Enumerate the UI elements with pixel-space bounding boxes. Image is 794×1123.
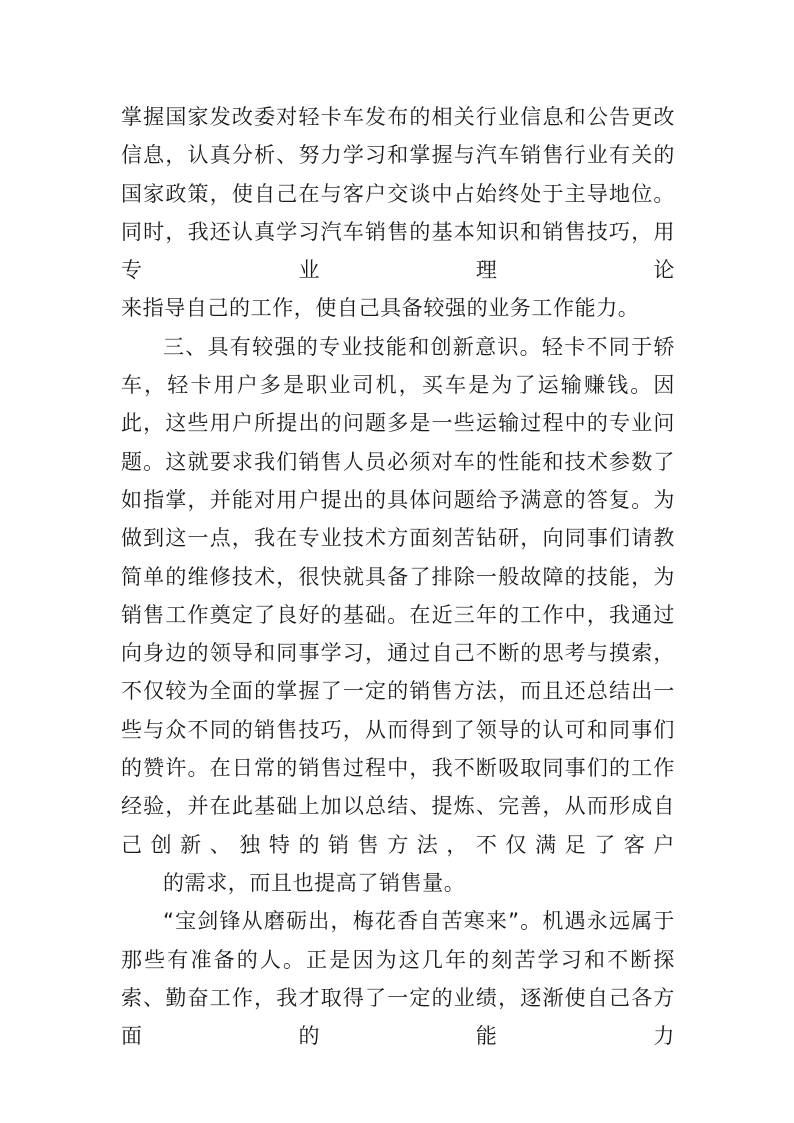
text-line: 掌握国家发改委对轻卡车发布的相关行业信息和公告更改 <box>121 105 675 129</box>
text-line: 不断吸取同事们的工作经验，并在此基础上加以总结、提炼、 <box>121 756 675 819</box>
text-line: 家政策，使自己在与客户交谈中占始终处于主导地位。同时， <box>121 181 675 244</box>
text-line: 基础。在近三年的工作中，我通过向身边的领导和同事学习， <box>121 602 676 666</box>
paragraph-3 <box>121 902 675 1055</box>
text-line: 专业技术方面刻苦钻研，向同事们请教简单的维修技术，很 <box>121 526 675 589</box>
text-line: 户所提出的问题多是一些运输过程中的专业问题。这就要求 <box>121 411 676 474</box>
text-line: 用户提出的具体问题给予满意的答复。为做到这一点，我在 <box>121 487 675 551</box>
text-line: 我们销售人员必须对车的性能和技术参数了如指掌，并能对 <box>121 449 675 512</box>
text-line: 些有准备的人。正是因为这几年的刻苦学习和不断探索、勤 <box>121 947 675 1010</box>
text-line: 三、具有较强的专业技能和创新意识。轻卡不同于轿车， <box>121 334 675 398</box>
text-line: 到了领导的认可和同事们的赞许。在日常的销售过程中，我 <box>121 717 675 781</box>
document-body <box>121 98 675 1055</box>
text-line: 轻卡用户多是职业司机，买车是为了运输赚钱。因此，这些用 <box>121 373 675 436</box>
text-line: 销售方法，而且还总结出一些与众不同的销售技巧，从而得 <box>121 679 675 742</box>
text-line: 快就具备了排除一般故障的技能，为销售工作奠定了良好的 <box>121 564 675 627</box>
paragraph-1 <box>121 98 675 328</box>
paragraph-2 <box>121 328 675 902</box>
text-line-last: 来指导自己的工作，使自己具备较强的业务工作能力。 <box>121 296 640 321</box>
text-line: 我还认真学习汽车销售的基本知识和销售技巧，用专业理论 <box>121 219 675 283</box>
text-line: 奋工作，我才取得了一定的业绩，逐渐使自己各方面的能力 <box>121 985 675 1049</box>
text-line: 通过自己不断的思考与摸索，不仅较为全面的掌握了一定的 <box>121 641 675 704</box>
text-line-last: 的需求，而且也提高了销售量。 <box>163 870 466 895</box>
text-line: 信息，认真分析、努力学习和掌握与汽车销售行业有关的国 <box>121 143 675 206</box>
text-line: 完善，从而形成自己创新、独特的销售方法，不仅满足了客户 <box>121 794 675 857</box>
text-line: “宝剑锋从磨砺出，梅花香自苦寒来”。机遇永远属于那 <box>121 909 675 972</box>
